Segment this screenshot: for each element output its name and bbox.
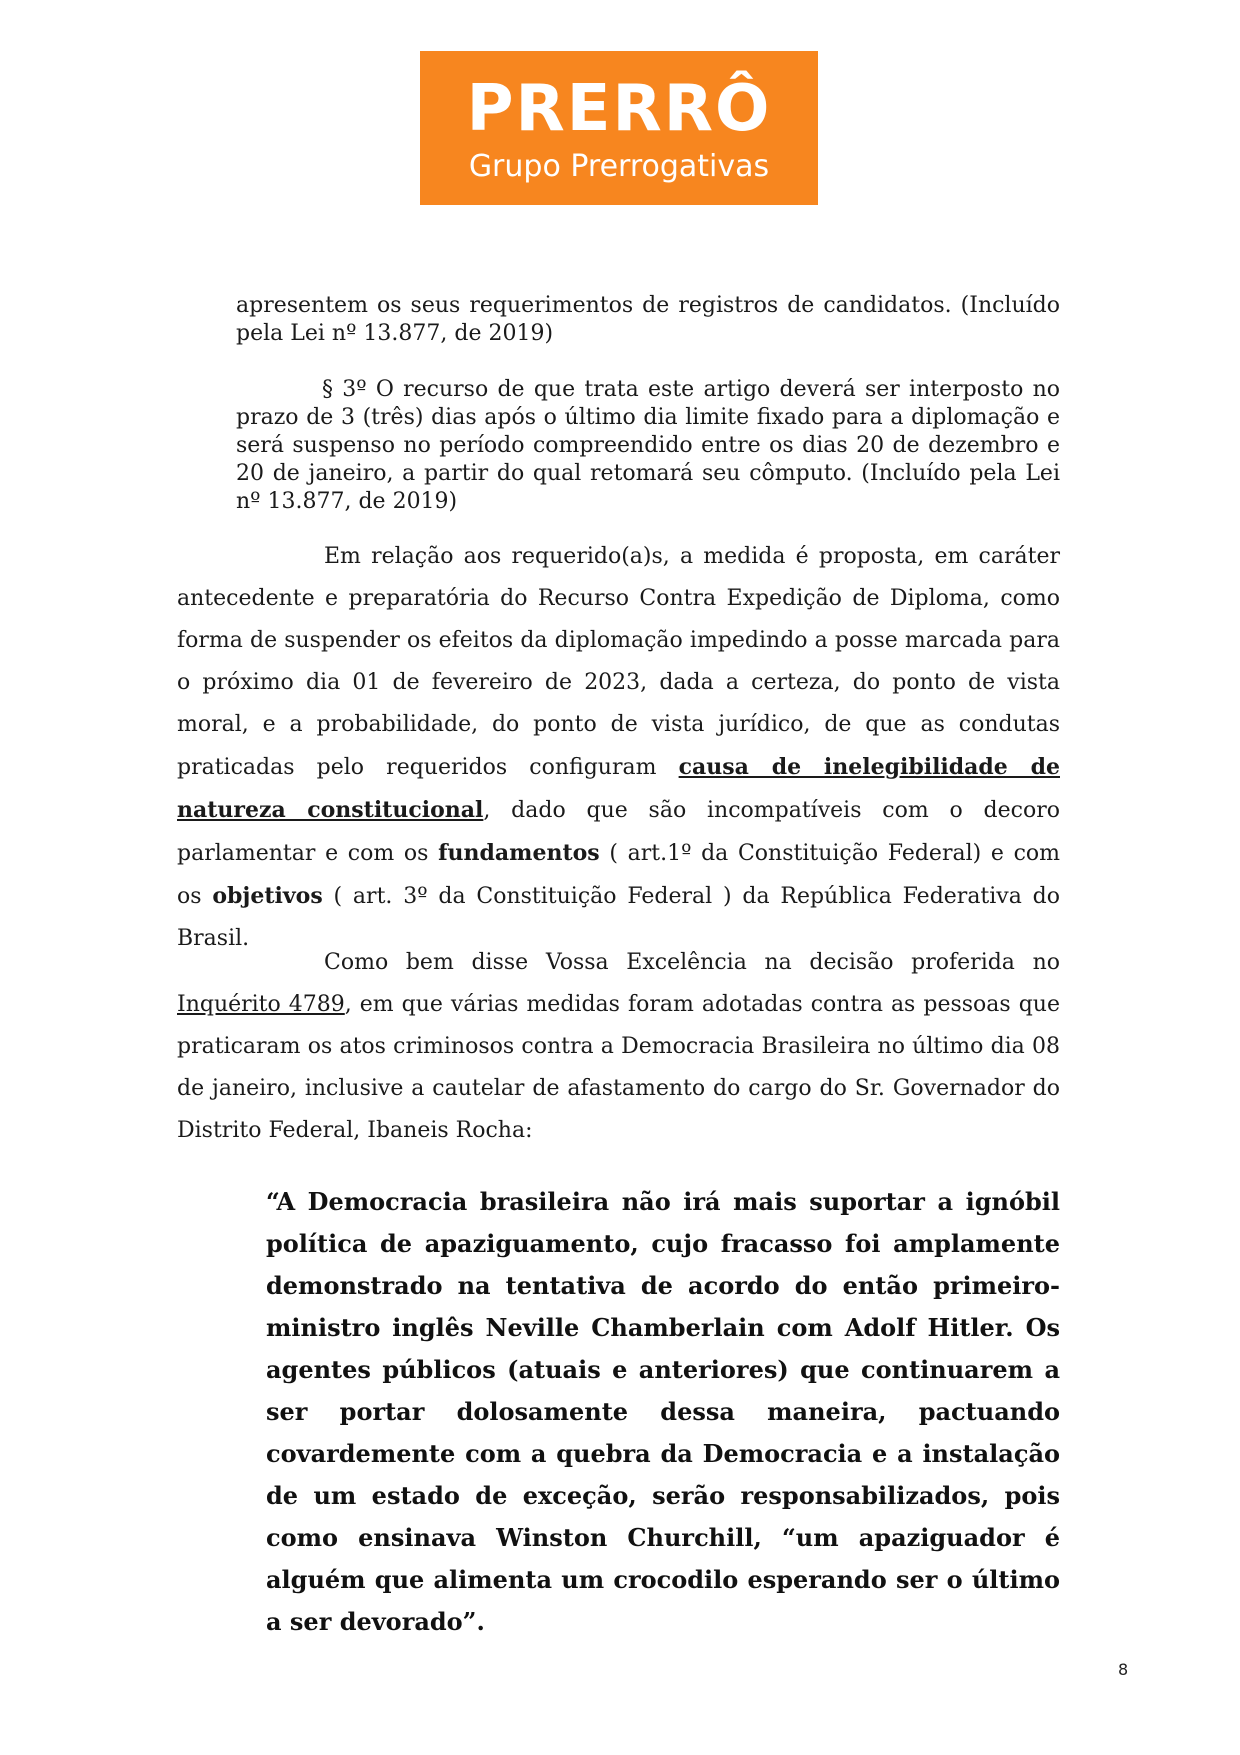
inelegibility-emphasis: causa de inelegibilidade de natureza constitucional (177, 754, 1060, 823)
argument-text-b: , dado que são incompatíveis com o decoro parlamentar e com os (177, 798, 1060, 866)
fundamentos-emphasis: fundamentos (438, 840, 600, 866)
logo-name: PRERRÔ (466, 72, 772, 146)
cited-law-paragraph-1: apresentem os seus requerimentos de registros de candidatos. (Incluído pela Lei nº 13.877, de 2019) (236, 293, 1060, 346)
page-number: 8 (1118, 1660, 1129, 1679)
argument-text-c: ( art.1º da Constituição Federal) e com os (177, 841, 1060, 909)
logo-subtitle: Grupo Prerrogativas (468, 149, 770, 184)
cited-law-paragraph-2: § 3º O recurso de que trata este artigo deverá ser interposto no prazo de 3 (três) dias após o último dia limite fixado para a diplomação e será suspenso no período compreendido entre os dias 20 de dezembro e 20 de janeiro, a partir do qual retomará seu cômputo. (Incluído pela Lei nº 13.877, de 2019) (236, 377, 1060, 514)
decision-text-a: Como bem disse Vossa Excelência na decisão proferida no (324, 950, 1060, 975)
argument-text-d: ( art. 3º da Constituição Federal ) da República Federativa do Brasil. (177, 884, 1060, 951)
argument-paragraph (177, 536, 1060, 960)
objetivos-emphasis: objetivos (212, 883, 323, 909)
block-quote: “A Democracia brasileira não irá mais suportar a ignóbil política de apaziguamento, cujo fracasso foi amplamente demonstrado na tentativa de acordo do então primeiro-ministro inglês Neville Chamberlain com Adolf Hitler. Os agentes públicos (atuais e anteriores) que continuarem a ser portar dolosamente dessa maneira, pactuando covardemente com a quebra da Democracia e a instalação de um estado de exceção, serão responsabilizados, pois como ensinava Winston Churchill, “um apaziguador é alguém que alimenta um crocodilo esperando ser o último a ser devorado”. (266, 1187, 1060, 1636)
inquerito-link[interactable]: Inquérito 4789 (177, 992, 345, 1017)
decision-reference-paragraph (177, 942, 1060, 1152)
decision-text-b: , em que várias medidas foram adotadas contra as pessoas que praticaram os atos criminosos contra a Democracia Brasileira no último dia 08 de janeiro, inclusive a cautelar de afastamento do cargo do Sr. Governador do Distrito Federal, Ibaneis Rocha: (177, 992, 1060, 1143)
argument-text-a: Em relação aos requerido(a)s, a medida é proposta, em caráter antecedente e preparatória do Recurso Contra Expedição de Diploma, como forma de suspender os efeitos da diplomação impedindo a posse marcada para o próximo dia 01 de fevereiro de 2023, dada a certeza, do ponto de vista moral, e a probabilidade, do ponto de vista jurídico, de que as condutas praticadas pelo requeridos configuram (177, 544, 1060, 780)
